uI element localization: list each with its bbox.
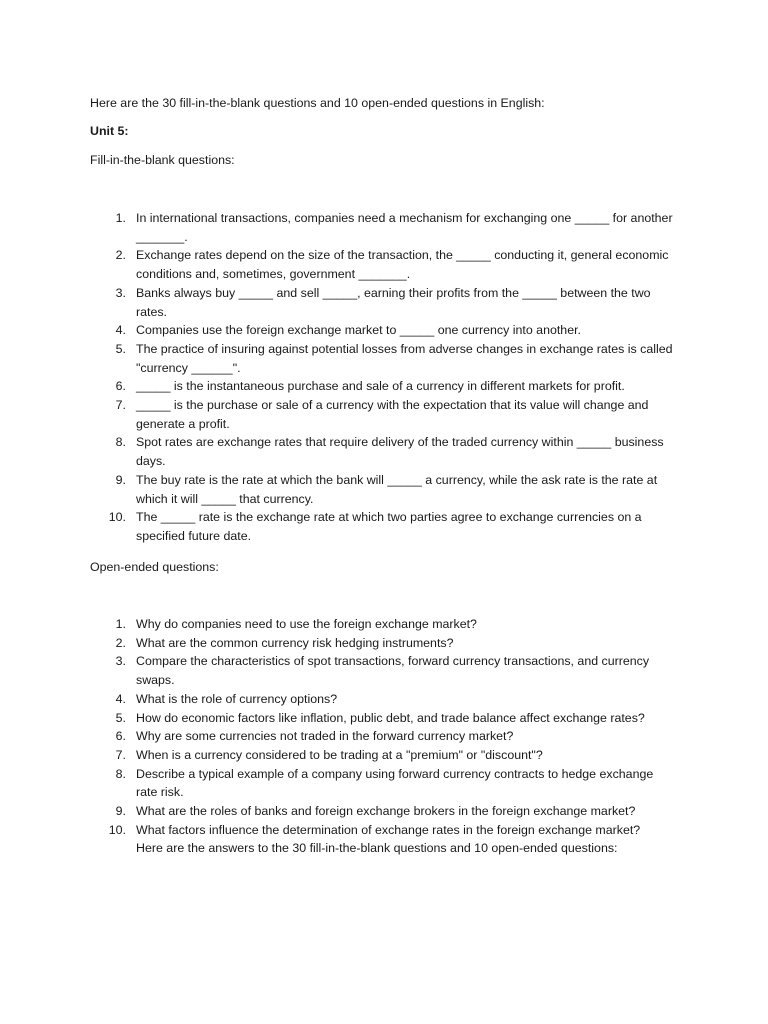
list-item — [0, 765, 676, 802]
list-item — [0, 246, 676, 283]
item-number: 10. — [108, 510, 126, 525]
item-number: 6. — [115, 729, 126, 744]
item-text: How do economic factors like inflation, public debt, and trade balance affect exchange rates? — [136, 710, 645, 725]
item-number: 2. — [115, 248, 126, 263]
item-number: 4. — [115, 691, 126, 706]
list-item — [0, 433, 676, 470]
answers-intro-text: Here are the answers to the 30 fill-in-the-blank questions and 10 open-ended questions: — [136, 841, 618, 855]
item-text: The _____ rate is the exchange rate at which two parties agree to exchange currencies on a specified future date. — [136, 510, 642, 543]
item-number: 2. — [115, 635, 126, 650]
item-text: Banks always buy _____ and sell _____, earning their profits from the _____ between the two rates. — [136, 285, 651, 319]
item-number: 9. — [115, 804, 126, 819]
list-item — [0, 615, 676, 634]
item-number: 3. — [115, 654, 126, 669]
item-text: What is the role of currency options? — [136, 691, 338, 706]
item-text: Exchange rates depend on the size of the transaction, the _____ conducting it, general economic conditions and, sometimes, government _______. — [136, 248, 669, 282]
list-item — [0, 471, 676, 508]
item-number: 4. — [115, 323, 126, 338]
item-text: Describe a typical example of a company using forward currency contracts to hedge exchange rate risk. — [136, 766, 654, 800]
item-text: Companies use the foreign exchange market to _____ one currency into another. — [136, 323, 581, 338]
item-number: 9. — [115, 472, 126, 487]
item-text: What are the common currency risk hedging instruments? — [136, 635, 454, 650]
item-number: 1. — [115, 617, 126, 631]
item-text: Compare the characteristics of spot transactions, forward currency transactions, and currency swaps. — [136, 654, 650, 688]
item-text: _____ is the instantaneous purchase and sale of a currency in different markets for profit. — [136, 379, 625, 394]
item-text: What are the roles of banks and foreign exchange brokers in the foreign exchange market? — [136, 804, 636, 819]
list-item — [0, 321, 676, 340]
list-item — [0, 652, 676, 689]
list-item — [0, 508, 676, 545]
item-number: 10. — [108, 822, 126, 837]
item-number: 5. — [115, 341, 126, 356]
item-text: Spot rates are exchange rates that require delivery of the traded currency within _____ business days. — [136, 435, 664, 469]
item-number: 8. — [115, 766, 126, 781]
list-item — [0, 709, 676, 728]
open-ended-list — [0, 615, 676, 839]
fill-section-label: Fill-in-the-blank questions: — [90, 153, 235, 167]
intro-paragraph: Here are the 30 fill-in-the-blank questions and 10 open-ended questions in English: — [90, 96, 545, 110]
list-item — [0, 396, 676, 433]
fill-in-blank-list — [0, 209, 676, 546]
list-item — [0, 821, 676, 840]
list-item — [0, 690, 676, 709]
unit-heading: Unit 5: — [90, 124, 129, 138]
item-number: 8. — [115, 435, 126, 450]
item-number: 1. — [115, 211, 126, 225]
list-item — [0, 284, 676, 321]
item-number: 7. — [115, 747, 126, 762]
item-text: In international transactions, companies need a mechanism for exchanging one _____ for another _______. — [136, 211, 673, 244]
list-item — [0, 634, 676, 653]
item-number: 6. — [115, 379, 126, 394]
open-section-label: Open-ended questions: — [90, 560, 219, 574]
item-text: The practice of insuring against potential losses from adverse changes in exchange rates is called "currency ______". — [136, 341, 673, 375]
list-item — [0, 377, 676, 396]
list-item — [0, 746, 676, 765]
list-item — [0, 802, 676, 821]
item-text: The buy rate is the rate at which the bank will _____ a currency, while the ask rate is the rate at which it will _____ that currency. — [136, 472, 658, 506]
list-item — [0, 340, 676, 377]
list-item — [0, 209, 676, 246]
item-text: What factors influence the determination of exchange rates in the foreign exchange market? — [136, 822, 641, 837]
item-text: Why do companies need to use the foreign exchange market? — [136, 617, 477, 631]
item-number: 5. — [115, 710, 126, 725]
item-text: _____ is the purchase or sale of a currency with the expectation that its value will change and generate a profit. — [136, 398, 649, 431]
list-item — [0, 727, 676, 746]
item-text: Why are some currencies not traded in the forward currency market? — [136, 729, 514, 744]
item-number: 3. — [115, 285, 126, 300]
item-text: When is a currency considered to be trading at a "premium" or "discount"? — [136, 747, 543, 762]
item-number: 7. — [115, 398, 126, 413]
